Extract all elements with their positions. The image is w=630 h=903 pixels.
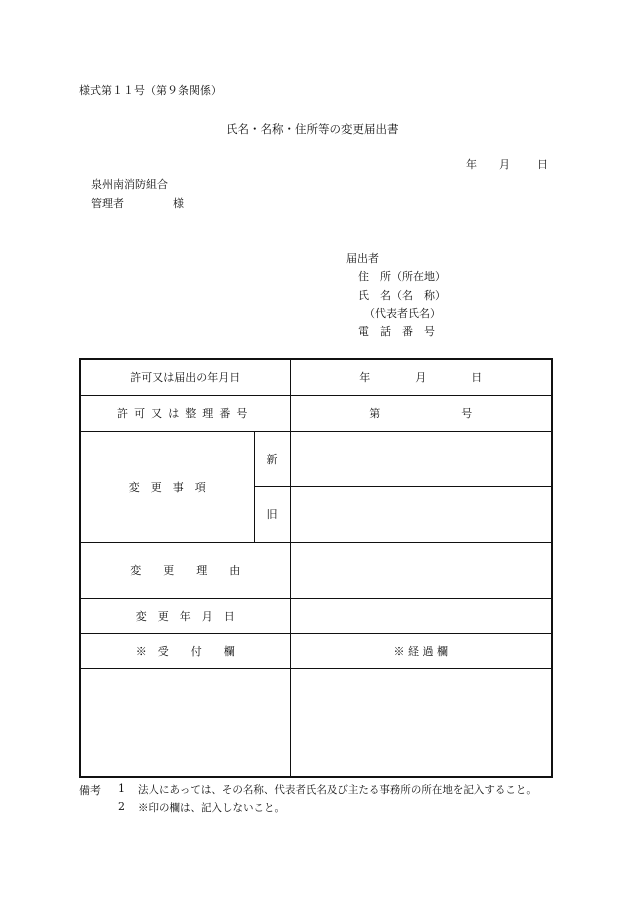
applicant-heading: 届出者	[346, 252, 379, 265]
change-date-field[interactable]	[290, 598, 552, 633]
permit-date-field[interactable]	[290, 359, 552, 395]
row-permit-number	[80, 395, 552, 431]
permit-number-field[interactable]	[290, 395, 552, 431]
permit-number-label: 許可又は整理番号	[80, 395, 290, 431]
note-2: ※印の欄は、記入しないこと。	[138, 802, 285, 814]
permit-date-label: 許可又は届出の年月日	[80, 359, 290, 395]
applicant-rep-label: （代表者氏名）	[364, 307, 441, 320]
note-2-number: 2	[118, 800, 125, 813]
addressee-org: 泉州南消防組合	[91, 178, 168, 191]
date-year: 年	[466, 158, 477, 171]
date-month: 月	[499, 158, 510, 171]
page-title: 氏名・名称・住所等の変更届出書	[226, 122, 399, 136]
addressee-manager: 管理者	[91, 197, 124, 210]
row-change-item-new	[80, 431, 552, 486]
progress-label: ※ 経 過 欄	[290, 633, 552, 668]
row-permit-date	[80, 359, 552, 395]
permit-date-day: 日	[471, 371, 483, 385]
row-office-fields	[80, 668, 552, 777]
change-item-new-label: 新	[254, 431, 290, 486]
note-1: 法人にあっては、その名称、代表者氏名及び主たる事務所の所在地を記入すること。	[138, 784, 537, 796]
change-date-label: 変 更 年 月 日	[80, 598, 290, 633]
form-number: 様式第１１号（第９条関係）	[79, 84, 222, 97]
applicant-name-label: 氏 名（名 称）	[358, 289, 446, 302]
note-1-number: 1	[118, 782, 125, 795]
reception-label: ※ 受 付 欄	[80, 633, 290, 668]
change-notification-table	[79, 358, 553, 778]
progress-field	[290, 668, 552, 777]
permit-date-year: 年	[359, 371, 371, 385]
permit-number-suffix: 号	[461, 407, 473, 420]
applicant-phone-label: 電 話 番 号	[358, 325, 435, 338]
date-day: 日	[537, 158, 548, 171]
change-item-label: 変 更 事 項	[80, 431, 254, 542]
row-change-date	[80, 598, 552, 633]
notes-heading: 備考	[79, 784, 101, 797]
applicant-address-label: 住 所（所在地）	[358, 270, 446, 283]
change-item-new-field[interactable]	[290, 431, 552, 486]
permit-number-prefix: 第	[369, 407, 381, 420]
change-item-old-label: 旧	[254, 486, 290, 542]
permit-date-month: 月	[415, 371, 427, 385]
reception-field	[80, 668, 290, 777]
addressee-honorific: 様	[173, 197, 184, 210]
row-change-reason	[80, 542, 552, 598]
change-item-old-field[interactable]	[290, 486, 552, 542]
change-reason-field[interactable]	[290, 542, 552, 598]
change-reason-label: 変 更 理 由	[80, 542, 290, 598]
row-office-headers	[80, 633, 552, 668]
